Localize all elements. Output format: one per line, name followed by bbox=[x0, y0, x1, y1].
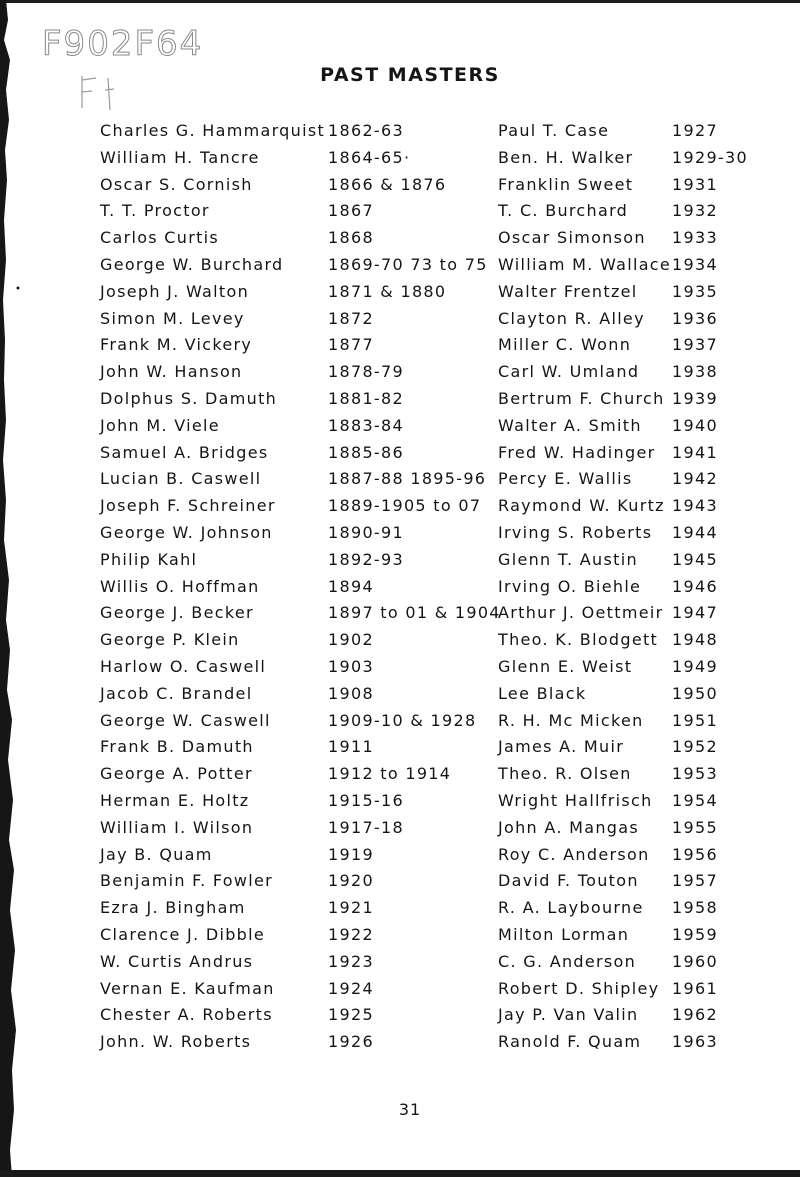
master-name: T. C. Burchard bbox=[498, 201, 629, 221]
page-number: 31 bbox=[398, 1100, 422, 1119]
master-name: George J. Becker bbox=[100, 603, 254, 623]
master-years: 1959 bbox=[672, 924, 718, 944]
master-name: T. T. Proctor bbox=[100, 201, 210, 221]
master-years: 1957 bbox=[672, 871, 718, 891]
master-years: 1920 bbox=[328, 871, 374, 891]
master-years: 1923 bbox=[328, 951, 374, 971]
master-years: 1946 bbox=[672, 576, 718, 596]
master-name: R. A. Laybourne bbox=[498, 898, 644, 918]
master-name: Irving O. Biehle bbox=[498, 576, 642, 596]
master-years: 1955 bbox=[672, 817, 718, 837]
master-name: Herman E. Holtz bbox=[100, 790, 250, 810]
handwritten-shelf-mark: F902F64 bbox=[42, 24, 204, 64]
master-name: John A. Mangas bbox=[498, 817, 639, 837]
master-years: 1909-10 & 1928 bbox=[328, 710, 477, 730]
master-name: Walter A. Smith bbox=[498, 415, 642, 435]
master-name: George A. Potter bbox=[100, 764, 253, 784]
master-name: Percy E. Wallis bbox=[498, 469, 633, 489]
master-name: Milton Lorman bbox=[498, 924, 630, 944]
master-years: 1890-91 bbox=[328, 522, 404, 542]
master-name: Jacob C. Brandel bbox=[100, 683, 253, 703]
master-years: 1958 bbox=[672, 898, 718, 918]
master-name: Philip Kahl bbox=[100, 549, 198, 569]
master-name: Theo. K. Blodgett bbox=[498, 630, 659, 650]
master-years: 1951 bbox=[672, 710, 718, 730]
master-name: R. H. Mc Micken bbox=[498, 710, 644, 730]
master-name: Oscar Simonson bbox=[498, 228, 646, 248]
master-name: Lucian B. Caswell bbox=[100, 469, 262, 489]
page-top-border bbox=[6, 0, 800, 3]
master-name: Robert D. Shipley bbox=[498, 978, 660, 998]
master-years: 1961 bbox=[672, 978, 718, 998]
master-years: 1877 bbox=[328, 335, 374, 355]
master-name: Raymond W. Kurtz bbox=[498, 496, 665, 516]
master-years: 1940 bbox=[672, 415, 718, 435]
master-years: 1939 bbox=[672, 388, 718, 408]
master-name: George W. Caswell bbox=[100, 710, 271, 730]
master-name: Simon M. Levey bbox=[100, 308, 245, 328]
master-years: 1931 bbox=[672, 174, 718, 194]
master-name: Joseph J. Walton bbox=[100, 281, 250, 301]
master-years: 1927 bbox=[672, 121, 718, 140]
master-years: 1862-63 bbox=[328, 121, 404, 140]
master-name: Frank M. Vickery bbox=[100, 335, 253, 355]
master-years: 1962 bbox=[672, 1005, 718, 1025]
master-name: Joseph F. Schreiner bbox=[100, 496, 276, 516]
master-name: William M. Wallace bbox=[498, 254, 672, 274]
master-years: 1953 bbox=[672, 764, 718, 784]
master-years: 1942 bbox=[672, 469, 718, 489]
master-name: John M. Viele bbox=[100, 415, 220, 435]
master-years: 1960 bbox=[672, 951, 718, 971]
master-name: Ezra J. Bingham bbox=[100, 898, 246, 918]
master-years: 1903 bbox=[328, 656, 374, 676]
master-name: Paul T. Case bbox=[498, 121, 610, 140]
page-title: PAST MASTERS bbox=[320, 64, 500, 86]
master-years: 1956 bbox=[672, 844, 718, 864]
master-name: Frank B. Damuth bbox=[100, 737, 254, 757]
master-name: Chester A. Roberts bbox=[100, 1005, 273, 1025]
master-name: Irving S. Roberts bbox=[498, 522, 653, 542]
master-years: 1944 bbox=[672, 522, 718, 542]
master-name: Clarence J. Dibble bbox=[100, 924, 266, 944]
master-name: Franklin Sweet bbox=[498, 174, 634, 194]
master-years: 1917-18 bbox=[328, 817, 404, 837]
master-years: 1933 bbox=[672, 228, 718, 248]
master-name: Ben. H. Walker bbox=[498, 147, 634, 167]
master-years: 1912 to 1914 bbox=[328, 764, 452, 784]
master-years: 1934 bbox=[672, 254, 718, 274]
master-years: 1883-84 bbox=[328, 415, 404, 435]
master-name: Carl W. Umland bbox=[498, 362, 640, 382]
master-years: 1922 bbox=[328, 924, 374, 944]
master-years: 1948 bbox=[672, 630, 718, 650]
master-name: Harlow O. Caswell bbox=[100, 656, 267, 676]
master-years: 1872 bbox=[328, 308, 374, 328]
master-name: John. W. Roberts bbox=[100, 1032, 252, 1052]
master-years: 1908 bbox=[328, 683, 374, 703]
master-name: Carlos Curtis bbox=[100, 228, 220, 248]
master-years: 1902 bbox=[328, 630, 374, 650]
master-name: Vernan E. Kaufman bbox=[100, 978, 275, 998]
master-years: 1943 bbox=[672, 496, 718, 516]
master-name: Jay P. Van Valin bbox=[498, 1005, 639, 1025]
master-name: Walter Frentzel bbox=[498, 281, 638, 301]
page-bottom-border bbox=[0, 1170, 800, 1177]
master-years: 1871 & 1880 bbox=[328, 281, 447, 301]
master-name: Fred W. Hadinger bbox=[498, 442, 656, 462]
master-years: 1894 bbox=[328, 576, 374, 596]
master-years: 1949 bbox=[672, 656, 718, 676]
master-name: George W. Burchard bbox=[100, 254, 284, 274]
master-name: Lee Black bbox=[498, 683, 587, 703]
master-years: 1950 bbox=[672, 683, 718, 703]
master-name: C. G. Anderson bbox=[498, 951, 637, 971]
master-years: 1867 bbox=[328, 201, 374, 221]
master-years: 1919 bbox=[328, 844, 374, 864]
master-name: William I. Wilson bbox=[100, 817, 254, 837]
master-name: James A. Muir bbox=[498, 737, 625, 757]
master-years: 1935 bbox=[672, 281, 718, 301]
master-years: 1936 bbox=[672, 308, 718, 328]
master-years: 1897 to 01 & 1904 bbox=[328, 603, 501, 623]
master-name: Miller C. Wonn bbox=[498, 335, 632, 355]
torn-left-edge bbox=[0, 0, 40, 1177]
master-years: 1892-93 bbox=[328, 549, 404, 569]
master-name: George P. Klein bbox=[100, 630, 240, 650]
master-years: 1945 bbox=[672, 549, 718, 569]
master-years: 1881-82 bbox=[328, 388, 404, 408]
master-years: 1921 bbox=[328, 898, 374, 918]
master-years: 1932 bbox=[672, 201, 718, 221]
master-years: 1925 bbox=[328, 1005, 374, 1025]
master-years: 1869-70 73 to 75 bbox=[328, 254, 488, 274]
master-name: Oscar S. Cornish bbox=[100, 174, 253, 194]
master-years: 1915-16 bbox=[328, 790, 404, 810]
master-name: Clayton R. Alley bbox=[498, 308, 645, 328]
master-name: Glenn E. Weist bbox=[498, 656, 633, 676]
master-years: 1911 bbox=[328, 737, 374, 757]
master-years: 1963 bbox=[672, 1032, 718, 1052]
master-years: 1937 bbox=[672, 335, 718, 355]
master-years: 1864-65· bbox=[328, 147, 411, 167]
master-name: Glenn T. Austin bbox=[498, 549, 638, 569]
master-years: 1866 & 1876 bbox=[328, 174, 447, 194]
master-years: 1889-1905 to 07 bbox=[328, 496, 482, 516]
master-name: Willis O. Hoffman bbox=[100, 576, 260, 596]
master-name: Jay B. Quam bbox=[100, 844, 213, 864]
master-name: Roy C. Anderson bbox=[498, 844, 650, 864]
master-name: Charles G. Hammarquist bbox=[100, 121, 326, 140]
master-name: W. Curtis Andrus bbox=[100, 951, 254, 971]
master-name: Benjamin F. Fowler bbox=[100, 871, 274, 891]
master-years: 1924 bbox=[328, 978, 374, 998]
master-years: 1887-88 1895-96 bbox=[328, 469, 487, 489]
master-years: 1868 bbox=[328, 228, 374, 248]
master-name: William H. Tancre bbox=[100, 147, 260, 167]
master-name: Wright Hallfrisch bbox=[498, 790, 653, 810]
master-name: Theo. R. Olsen bbox=[498, 764, 632, 784]
master-years: 1947 bbox=[672, 603, 718, 623]
master-name: David F. Touton bbox=[498, 871, 639, 891]
master-years: 1885-86 bbox=[328, 442, 404, 462]
master-name: Ranold F. Quam bbox=[498, 1032, 642, 1052]
master-name: John W. Hanson bbox=[100, 362, 243, 382]
master-name: George W. Johnson bbox=[100, 522, 273, 542]
master-years: 1952 bbox=[672, 737, 718, 757]
master-years: 1878-79 bbox=[328, 362, 404, 382]
master-years: 1929-30 bbox=[672, 147, 748, 167]
master-years: 1926 bbox=[328, 1032, 374, 1052]
master-name: Arthur J. Oettmeir bbox=[498, 603, 664, 623]
master-name: Dolphus S. Damuth bbox=[100, 388, 278, 408]
master-years: 1954 bbox=[672, 790, 718, 810]
master-years: 1938 bbox=[672, 362, 718, 382]
master-name: Bertrum F. Church bbox=[498, 388, 665, 408]
master-years: 1941 bbox=[672, 442, 718, 462]
master-name: Samuel A. Bridges bbox=[100, 442, 269, 462]
